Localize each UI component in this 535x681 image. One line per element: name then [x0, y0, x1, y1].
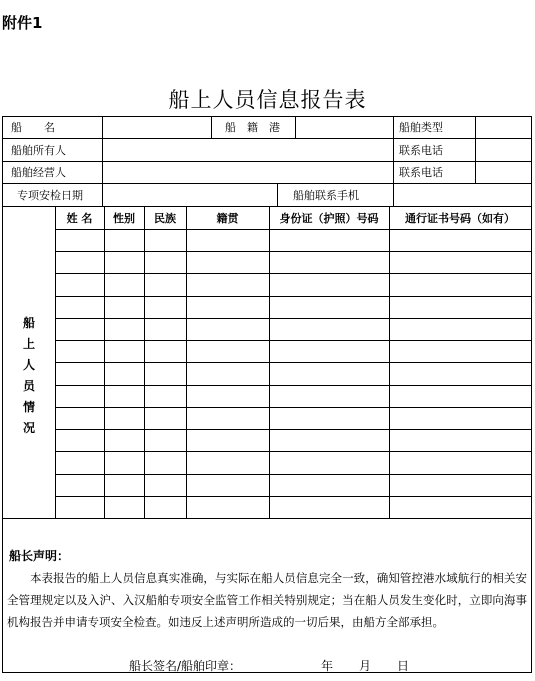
crew-section-label: 船 上 人 员 情 况 [22, 316, 35, 435]
row-owner [3, 139, 531, 162]
owner-phone-label: 联系电话 [399, 144, 443, 157]
crew-row [55, 451, 531, 452]
signature-label: 船长签名/船舶印章： [129, 659, 242, 673]
declaration-title: 船长声明： [9, 549, 70, 563]
inspection-date-label: 专项安检日期 [17, 189, 83, 202]
crew-row [55, 496, 531, 497]
ship-mobile-label: 船舶联系手机 [293, 189, 359, 202]
crew-row [55, 318, 531, 319]
crew-row [55, 251, 531, 252]
header-gender: 性别 [113, 212, 135, 225]
header-native-place: 籍贯 [216, 212, 239, 225]
ship-type-label: 船舶类型 [399, 121, 443, 134]
attachment-label: 附件1 [2, 14, 43, 32]
ship-name-label: 船 名 [11, 121, 55, 134]
owner-label: 船舶所有人 [11, 144, 66, 157]
operator-phone-label: 联系电话 [399, 166, 443, 179]
year-label: 年 [321, 659, 334, 673]
crew-row [55, 429, 531, 430]
crew-row [55, 273, 531, 274]
form-title: 船上人员信息报告表 [168, 88, 367, 112]
month-label: 月 [359, 659, 372, 673]
operator-label: 船舶经营人 [11, 166, 66, 179]
report-form [2, 116, 532, 673]
header-permit-number: 通行证书号码（如有） [405, 212, 515, 225]
registry-port-label: 船 籍 港 [225, 121, 280, 134]
crew-row [55, 296, 531, 297]
crew-row [55, 229, 531, 230]
header-name: 姓 名 [66, 212, 93, 225]
crew-row [55, 474, 531, 475]
crew-row [55, 385, 531, 386]
row-operator [3, 162, 531, 184]
header-ethnicity: 民族 [154, 212, 176, 225]
crew-row [55, 340, 531, 341]
crew-row [55, 362, 531, 363]
header-id-number: 身份证（护照）号码 [279, 212, 379, 225]
crew-row [55, 407, 531, 408]
day-label: 日 [397, 659, 410, 673]
declaration-body: 本表报告的船上人员信息真实准确，与实际在船人员信息完全一致，确知管控港水域航行的相关安全管理规定以及入沪、入汉船舶专项安全监管工作相关特别规定；当在船人员发生变化时，立即向海事机构报告并申请专项安全检查。如违反上述声明所造成的一切后果，由船方全部承担。 [7, 571, 527, 629]
